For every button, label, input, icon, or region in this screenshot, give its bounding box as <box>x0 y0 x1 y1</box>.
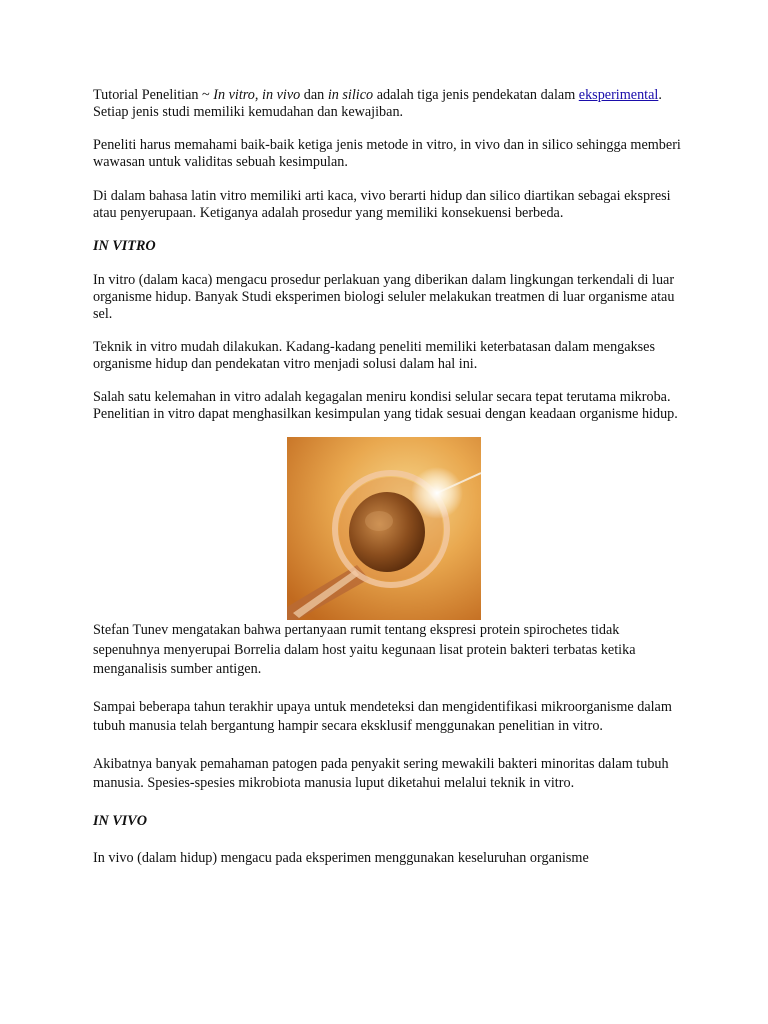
term-in-silico: in silico <box>327 87 374 103</box>
heading-in-vitro: IN VITRO <box>93 238 156 254</box>
intro-rest: adalah tiga jenis pendekatan dalam <box>373 87 579 103</box>
paragraph-stefan-tunev: Stefan Tunev mengatakan bahwa pertanyaan rumit tentang ekspresi protein spirochetes tidak sepenuhnya menyerupai Borrelia dalam host yaitu kegunaan lisat protein bakteri terbatas ketika menganalisis sumber antigen. <box>93 622 636 677</box>
paragraph-vitro-weakness: Salah satu kelemahan in vitro adalah kegagalan meniru kondisi selular secara tepat terutama mikroba. Penelitian in vitro dapat menghasilkan kesimpulan yang tidak sesuai dengan keadaan organisme hidup. <box>93 389 678 422</box>
cell-injection-illustration <box>287 437 481 620</box>
intro-conjunction: dan <box>300 87 328 103</box>
paragraph-latin: Di dalam bahasa latin vitro memiliki arti kaca, vivo berarti hidup dan silico diartikan sebagai ekspresi atau penyerupaan. Ketiganya adalah prosedur yang memiliki konsekuensi berbeda. <box>93 188 671 221</box>
intro-paragraph <box>93 87 683 121</box>
term-in-vivo: in vivo <box>262 87 301 103</box>
cell-injection-image <box>287 437 481 620</box>
heading-in-vivo: IN VIVO <box>93 812 148 829</box>
paragraph-detection: Sampai beberapa tahun terakhir upaya untuk mendeteksi dan mengidentifikasi mikroorganisme dalam tubuh manusia telah bergantung hampir secara eksklusif menggunakan penelitian in vitro. <box>93 698 672 734</box>
paragraph-vitro-technique: Teknik in vitro mudah dilakukan. Kadang-kadang peneliti memiliki keterbatasan dalam mengakses organisme hidup dan pendekatan vitro menjadi solusi dalam hal ini. <box>93 339 656 372</box>
paragraph-consequence: Akibatnya banyak pemahaman patogen pada penyakit sering mewakili bakteri minoritas dalam tubuh manusia. Spesies-spesies mikrobiota manusia luput diketahui melalui teknik in vitro. <box>93 755 669 791</box>
figure-container <box>93 437 683 620</box>
paragraph-vivo-definition: In vivo (dalam hidup) mengacu pada eksperimen menggunakan keseluruhan organisme <box>93 849 589 866</box>
document-page <box>93 87 683 868</box>
intro-separator: , <box>254 87 262 103</box>
eksperimental-link[interactable]: eksperimental <box>578 87 659 103</box>
intro-end: . Setiap jenis studi memiliki kemudahan dan kewajiban. <box>93 87 662 120</box>
term-in-vitro: In vitro <box>213 87 255 103</box>
paragraph-methods: Peneliti harus memahami baik-baik ketiga jenis metode in vitro, in vivo dan in silico sehingga memberi wawasan untuk validitas sebuah kesimpulan. <box>93 137 681 170</box>
intro-prefix: Tutorial Penelitian ~ <box>93 87 214 103</box>
paragraph-vitro-definition: In vitro (dalam kaca) mengacu prosedur perlakuan yang diberikan dalam lingkungan terkendali di luar organisme hidup. Banyak Studi eksperimen biologi seluler melakukan treatmen di luar organisme atau sel. <box>93 272 675 322</box>
